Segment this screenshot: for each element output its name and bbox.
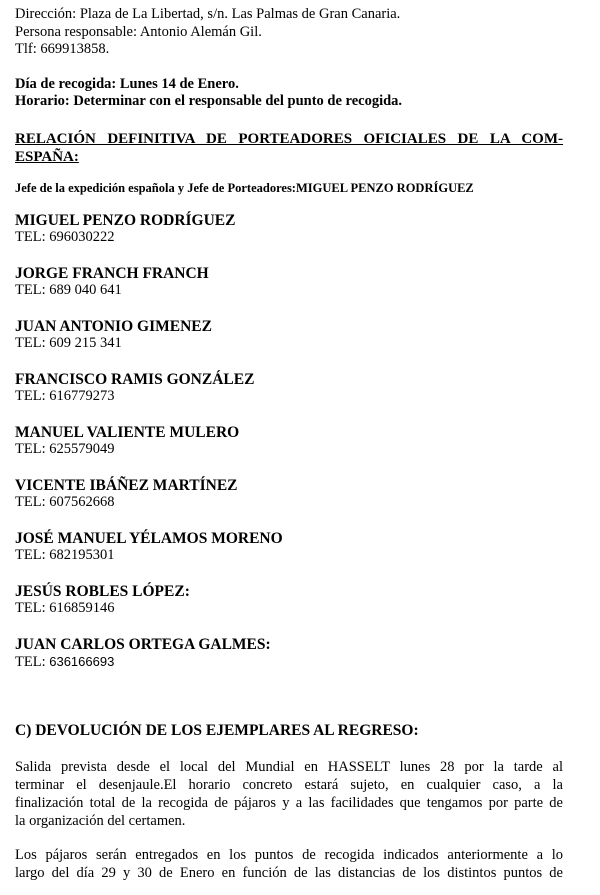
porter-phone-prefix: TEL:	[15, 282, 50, 298]
porter-phone-prefix: TEL:	[15, 547, 50, 563]
porter-phone	[15, 282, 563, 300]
porter-phone	[15, 600, 563, 618]
section-c-paragraph-2	[15, 846, 563, 882]
contact-person-line: Persona responsable: Antonio Alemán Gil.	[15, 23, 262, 40]
porter-phone-number: 616859146	[49, 600, 115, 616]
porter-phone-number: 689 040 641	[49, 282, 122, 298]
porter-phone	[15, 229, 563, 247]
porter-name: MANUEL VALIENTE MULERO	[15, 423, 240, 441]
porter-entry	[15, 530, 563, 565]
porter-phone	[15, 494, 563, 512]
porter-phone-number: 682195301	[49, 547, 115, 563]
phone-line: Tlf: 669913858.	[15, 41, 110, 57]
porter-phone-number: 616779273	[49, 388, 115, 404]
porter-phone	[15, 653, 563, 672]
porter-entry	[15, 318, 563, 353]
document-page	[15, 6, 563, 882]
section-c-title: C) DEVOLUCIÓN DE LOS EJEMPLARES AL REGRESO:	[15, 721, 419, 739]
porter-phone-prefix: TEL:	[15, 654, 50, 670]
porter-phone	[15, 441, 563, 459]
porter-phone	[15, 388, 563, 406]
porter-name: JESÚS ROBLES LÓPEZ:	[15, 582, 190, 600]
porter-phone-prefix: TEL:	[15, 494, 50, 510]
porters-list-title-line1: RELACIÓN DEFINITIVA DE PORTEADORES OFICIALES DE LA COM-	[15, 130, 563, 147]
porter-phone	[15, 547, 563, 565]
porters-list-title-line2: ESPAÑA:	[15, 148, 79, 165]
porters-list-title	[15, 130, 563, 166]
porter-phone-prefix: TEL:	[15, 600, 50, 616]
porter-phone-number: 609 215 341	[49, 335, 122, 351]
porter-entry	[15, 212, 563, 247]
porter-phone-number: 636166693	[49, 654, 115, 669]
pickup-schedule: Horario: Determinar con el responsable del punto de recogida.	[15, 93, 403, 109]
porter-entry	[15, 424, 563, 459]
porters-list	[15, 212, 563, 672]
paragraph-line: la organización del certamen.	[15, 812, 186, 829]
porter-entry	[15, 265, 563, 300]
porter-name: MIGUEL PENZO RODRÍGUEZ	[15, 211, 236, 229]
porter-phone-prefix: TEL:	[15, 335, 50, 351]
paragraph-line: terminar el desenjaule.El horario concreto estará sujeto, en cualquier caso, a la	[15, 776, 563, 793]
paragraph-line: finalización total de la recogida de pájaros y a las facilidades que tengamos por parte de	[15, 794, 563, 811]
porter-name: JUAN CARLOS ORTEGA GALMES:	[15, 635, 271, 653]
expedition-chief-line: Jefe de la expedición española y Jefe de Porteadores:MIGUEL PENZO RODRÍGUEZ	[15, 180, 474, 195]
porter-entry	[15, 371, 563, 406]
porter-name: JOSÉ MANUEL YÉLAMOS MORENO	[15, 529, 283, 547]
paragraph-line: largo del día 29 y 30 de Enero en función de las distancias de los distintos puntos de	[15, 864, 563, 881]
pickup-day: Día de recogida: Lunes 14 de Enero.	[15, 75, 239, 92]
porter-phone	[15, 335, 563, 353]
porter-phone-number: 625579049	[49, 441, 115, 457]
porter-phone-prefix: TEL:	[15, 388, 50, 404]
porter-phone-prefix: TEL:	[15, 229, 50, 245]
porter-entry	[15, 636, 563, 672]
porter-entry	[15, 477, 563, 512]
porter-phone-number: 607562668	[49, 494, 115, 510]
porter-name: VICENTE IBÁÑEZ MARTÍNEZ	[15, 476, 238, 494]
porter-phone-prefix: TEL:	[15, 441, 50, 457]
section-c-paragraph-1	[15, 758, 563, 830]
porter-name: JUAN ANTONIO GIMENEZ	[15, 317, 212, 335]
address-line: Dirección: Plaza de La Libertad, s/n. Las Palmas de Gran Canaria.	[15, 6, 401, 22]
porter-name: JORGE FRANCH FRANCH	[15, 264, 209, 282]
porter-name: FRANCISCO RAMIS GONZÁLEZ	[15, 370, 255, 388]
paragraph-line: Salida prevista desde el local del Mundial en HASSELT lunes 28 por la tarde al	[15, 758, 563, 775]
porter-entry	[15, 583, 563, 618]
porter-phone-number: 696030222	[49, 229, 115, 245]
paragraph-line: Los pájaros serán entregados en los puntos de recogida indicados anteriormente a lo	[15, 846, 563, 863]
